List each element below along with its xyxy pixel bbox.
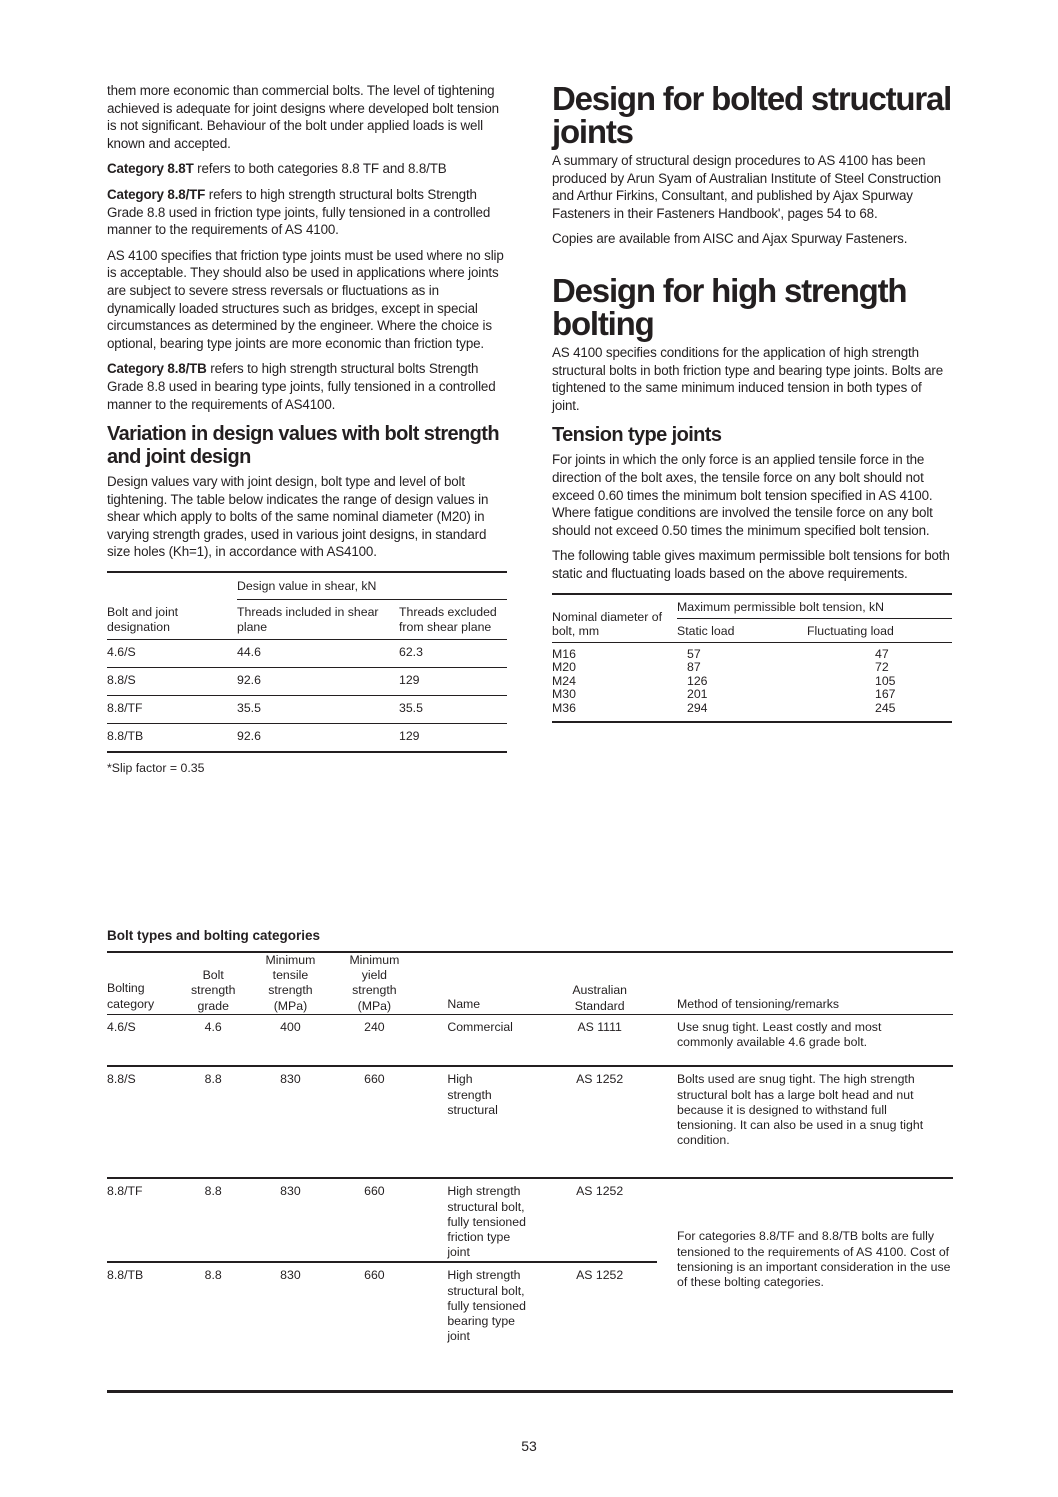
- table-row: [552, 675, 952, 689]
- header-category: Bolting category: [107, 981, 155, 1011]
- cell-standard: AS 1252: [542, 1178, 657, 1262]
- cell-diameter: M20: [552, 660, 576, 674]
- right-column: [552, 82, 952, 723]
- category-88t-paragraph: [107, 160, 507, 178]
- cell-category: 8.8/TB: [107, 1262, 177, 1352]
- table-row: [107, 724, 507, 753]
- table-row: [107, 1178, 953, 1262]
- table-intro-paragraph: The following table gives maximum permissible bolt tensions for both static and fluctuating loads based on the above requirements.: [552, 548, 950, 581]
- cell-standard: AS 1252: [542, 1066, 657, 1178]
- header-yield: Minimum yield strength (MPa): [349, 953, 400, 1013]
- cell-category: 8.8/TF: [107, 1178, 177, 1262]
- header-tensile: Minimum tensile strength (MPa): [265, 953, 316, 1013]
- category-88tf-text: refers to high strength structural bolts Strength Grade 8.8 used in friction type joints, fully tensioned in a controlled manner to the requirements of AS 4100.: [107, 186, 491, 238]
- shear-col-excluded: Threads excluded from shear plane: [399, 600, 507, 640]
- bolt-tension-table: [552, 593, 952, 724]
- cell-name: High strength structural bolt, fully tensioned friction type joint: [417, 1178, 542, 1262]
- bolt-categories-section: [107, 928, 953, 1352]
- cell-grade: 8.8: [177, 1066, 249, 1178]
- cell-tensile: 830: [249, 1066, 331, 1178]
- variation-paragraph: Design values vary with joint design, bolt type and level of bolt tightening. The table below indicates the range of design values in shear which apply to bolts of the same nominal diameter (M20) in varying strength grades, used in various joint designs, in standard size holes (Kh=1), in accordance with AS4100.: [107, 474, 489, 560]
- bolt-categories-table: [107, 951, 953, 1352]
- tension-col-fluctuating: Fluctuating load: [807, 618, 952, 642]
- cell-designation: 8.8/S: [107, 668, 237, 696]
- cell-designation: 4.6/S: [107, 640, 237, 668]
- friction-paragraph: AS 4100 specifies that friction type joints must be used where no slip is acceptable. They should also be used in applications where joints are subject to severe stress reversals or fluctuations as in dynamically loaded structures such as bridges, except in special circumstances as determined by the engineer. Where the choice is optional, bearing type joints are more economic than friction type.: [107, 247, 504, 351]
- shear-design-table: [107, 571, 507, 753]
- left-column: [107, 82, 507, 775]
- heading-bolted-joints: Design for bolted structural joints: [552, 80, 952, 150]
- cell-static: 87: [687, 660, 701, 674]
- table-row: [107, 668, 507, 696]
- tension-col-static: Static load: [677, 618, 807, 642]
- cell-diameter: M30: [552, 687, 576, 701]
- category-88tf-label: Category 8.8/TF: [107, 186, 206, 202]
- cell-designation: 8.8/TB: [107, 724, 237, 753]
- cell-fluctuating: 167: [875, 687, 896, 701]
- table-row: [552, 688, 952, 702]
- cell-excluded: 35.5: [399, 696, 507, 724]
- tension-paragraph: For joints in which the only force is an applied tensile force in the direction of the bolt axes, the tensile force on any bolt should not exceed 0.60 times the minimum bolt tension specified in AS 4100. Where fatigue conditions are involved the tensile force on any bolt should not exceed 0.50 times the minimum specified bolt tension.: [552, 452, 933, 538]
- shear-col-designation: Bolt and joint designation: [107, 604, 179, 634]
- cell-fluctuating: 245: [807, 702, 952, 723]
- tension-joints-heading: Tension type joints: [552, 424, 722, 447]
- category-88tb-label: Category 8.8/TB: [107, 361, 207, 377]
- cell-tensile: 830: [249, 1178, 331, 1262]
- cell-grade: 4.6: [177, 1014, 249, 1066]
- cell-yield: 660: [331, 1066, 417, 1178]
- cell-static: 294: [677, 702, 807, 723]
- category-88tb-text: refers to high strength structural bolts Strength Grade 8.8 used in bearing type joints, fully tensioned in a controlled manner to the requirements of AS4100.: [107, 361, 496, 412]
- cell-excluded: 129: [399, 668, 507, 696]
- page-number: 53: [521, 1438, 537, 1454]
- slip-factor-footnote: *Slip factor = 0.35: [107, 761, 205, 776]
- table-row: [107, 1014, 953, 1066]
- intro-paragraph: them more economic than commercial bolts. The level of tightening achieved is adequate for joint designs where developed bolt tension is not significant. Behaviour of the bolt under applied loads is well known and accepted.: [107, 83, 499, 151]
- bottom-divider: [107, 1390, 953, 1393]
- header-method: Method of tensioning/remarks: [677, 996, 839, 1011]
- category-88t-label: Category 8.8T: [107, 161, 194, 177]
- cell-category: 4.6/S: [107, 1014, 177, 1066]
- cell-included: 92.6: [237, 668, 399, 696]
- table-row: [552, 702, 952, 723]
- cell-method-shared: For categories 8.8/TF and 8.8/TB bolts are fully tensioned to the requirements of AS 4100. Cost of tensioning is an important consideration in the use of these bolting categories.: [657, 1178, 953, 1352]
- cell-static: 57: [677, 642, 807, 661]
- cell-diameter: M24: [552, 673, 576, 688]
- shear-group-header: Design value in shear, kN: [237, 579, 377, 594]
- cell-standard: AS 1252: [542, 1262, 657, 1352]
- high-strength-paragraph: AS 4100 specifies conditions for the application of high strength structural bolts in both friction type and bearing type joints. Bolts are tightened to the same minimum induced tension in both types of joint.: [552, 344, 943, 413]
- category-88tf-paragraph: [107, 186, 507, 239]
- table-row: [552, 661, 952, 675]
- table-row: [107, 696, 507, 724]
- tension-col-diameter: Nominal diameter of bolt, mm: [552, 594, 677, 643]
- cell-diameter: M16: [552, 642, 677, 661]
- cell-method: Use snug tight. Least costly and most commonly available 4.6 grade bolt.: [657, 1014, 953, 1066]
- cell-grade: 8.8: [177, 1262, 249, 1352]
- cell-name: High strength structural bolt, fully tensioned bearing type joint: [417, 1262, 542, 1352]
- variation-heading: Variation in design values with bolt strength and joint design: [107, 423, 499, 469]
- cell-category: 8.8/S: [107, 1066, 177, 1178]
- cell-yield: 240: [331, 1014, 417, 1066]
- cell-excluded: 62.3: [399, 640, 507, 668]
- table-row: [107, 1066, 953, 1178]
- category-88t-text: refers to both categories 8.8 TF and 8.8/TB: [193, 161, 447, 177]
- cell-included: 92.6: [237, 724, 399, 753]
- cell-included: 35.5: [237, 696, 399, 724]
- shear-col-included: Threads included in shear plane: [237, 600, 399, 640]
- cell-static: 126: [687, 673, 708, 688]
- cell-tensile: 400: [249, 1014, 331, 1066]
- cell-excluded: 129: [399, 724, 507, 753]
- header-grade: Bolt strength grade: [191, 968, 236, 1013]
- cell-fluctuating: 47: [807, 642, 952, 661]
- cell-fluctuating: 72: [875, 660, 889, 674]
- header-standard: Australian Standard: [572, 983, 627, 1013]
- cell-name: Commercial: [417, 1014, 542, 1066]
- cell-tensile: 830: [249, 1262, 331, 1352]
- header-name: Name: [447, 996, 481, 1011]
- table-row: [107, 640, 507, 668]
- copies-paragraph: Copies are available from AISC and Ajax Spurway Fasteners.: [552, 231, 908, 247]
- bolt-table-title: Bolt types and bolting categories: [107, 928, 321, 943]
- cell-standard: AS 1111: [542, 1014, 657, 1066]
- cell-yield: 660: [331, 1262, 417, 1352]
- cell-designation: 8.8/TF: [107, 696, 237, 724]
- summary-paragraph: A summary of structural design procedures to AS 4100 has been produced by Arun Syam of Australian Institute of Steel Construction and Arthur Firkins, Consultant, and published by Ajax Spurway Fasteners in their Fasteners Handbook', pages 54 to 68.: [552, 153, 941, 221]
- cell-name: High strength structural: [417, 1066, 542, 1178]
- heading-high-strength-bolting: Design for high strength bolting: [552, 271, 907, 342]
- cell-included: 44.6: [237, 640, 399, 668]
- category-88tb-paragraph: [107, 360, 507, 413]
- cell-method: Bolts used are snug tight. The high strength structural bolt has a large bolt head and nut because it is designed to withstand full tensioning. It can also be used in a snug tight condition.: [657, 1066, 953, 1178]
- cell-yield: 660: [331, 1178, 417, 1262]
- tension-group-header: Maximum permissible bolt tension, kN: [677, 594, 952, 619]
- table-row: [552, 642, 952, 661]
- cell-diameter: M36: [552, 702, 677, 723]
- cell-grade: 8.8: [177, 1178, 249, 1262]
- cell-fluctuating: 105: [875, 673, 896, 688]
- cell-static: 201: [687, 687, 708, 701]
